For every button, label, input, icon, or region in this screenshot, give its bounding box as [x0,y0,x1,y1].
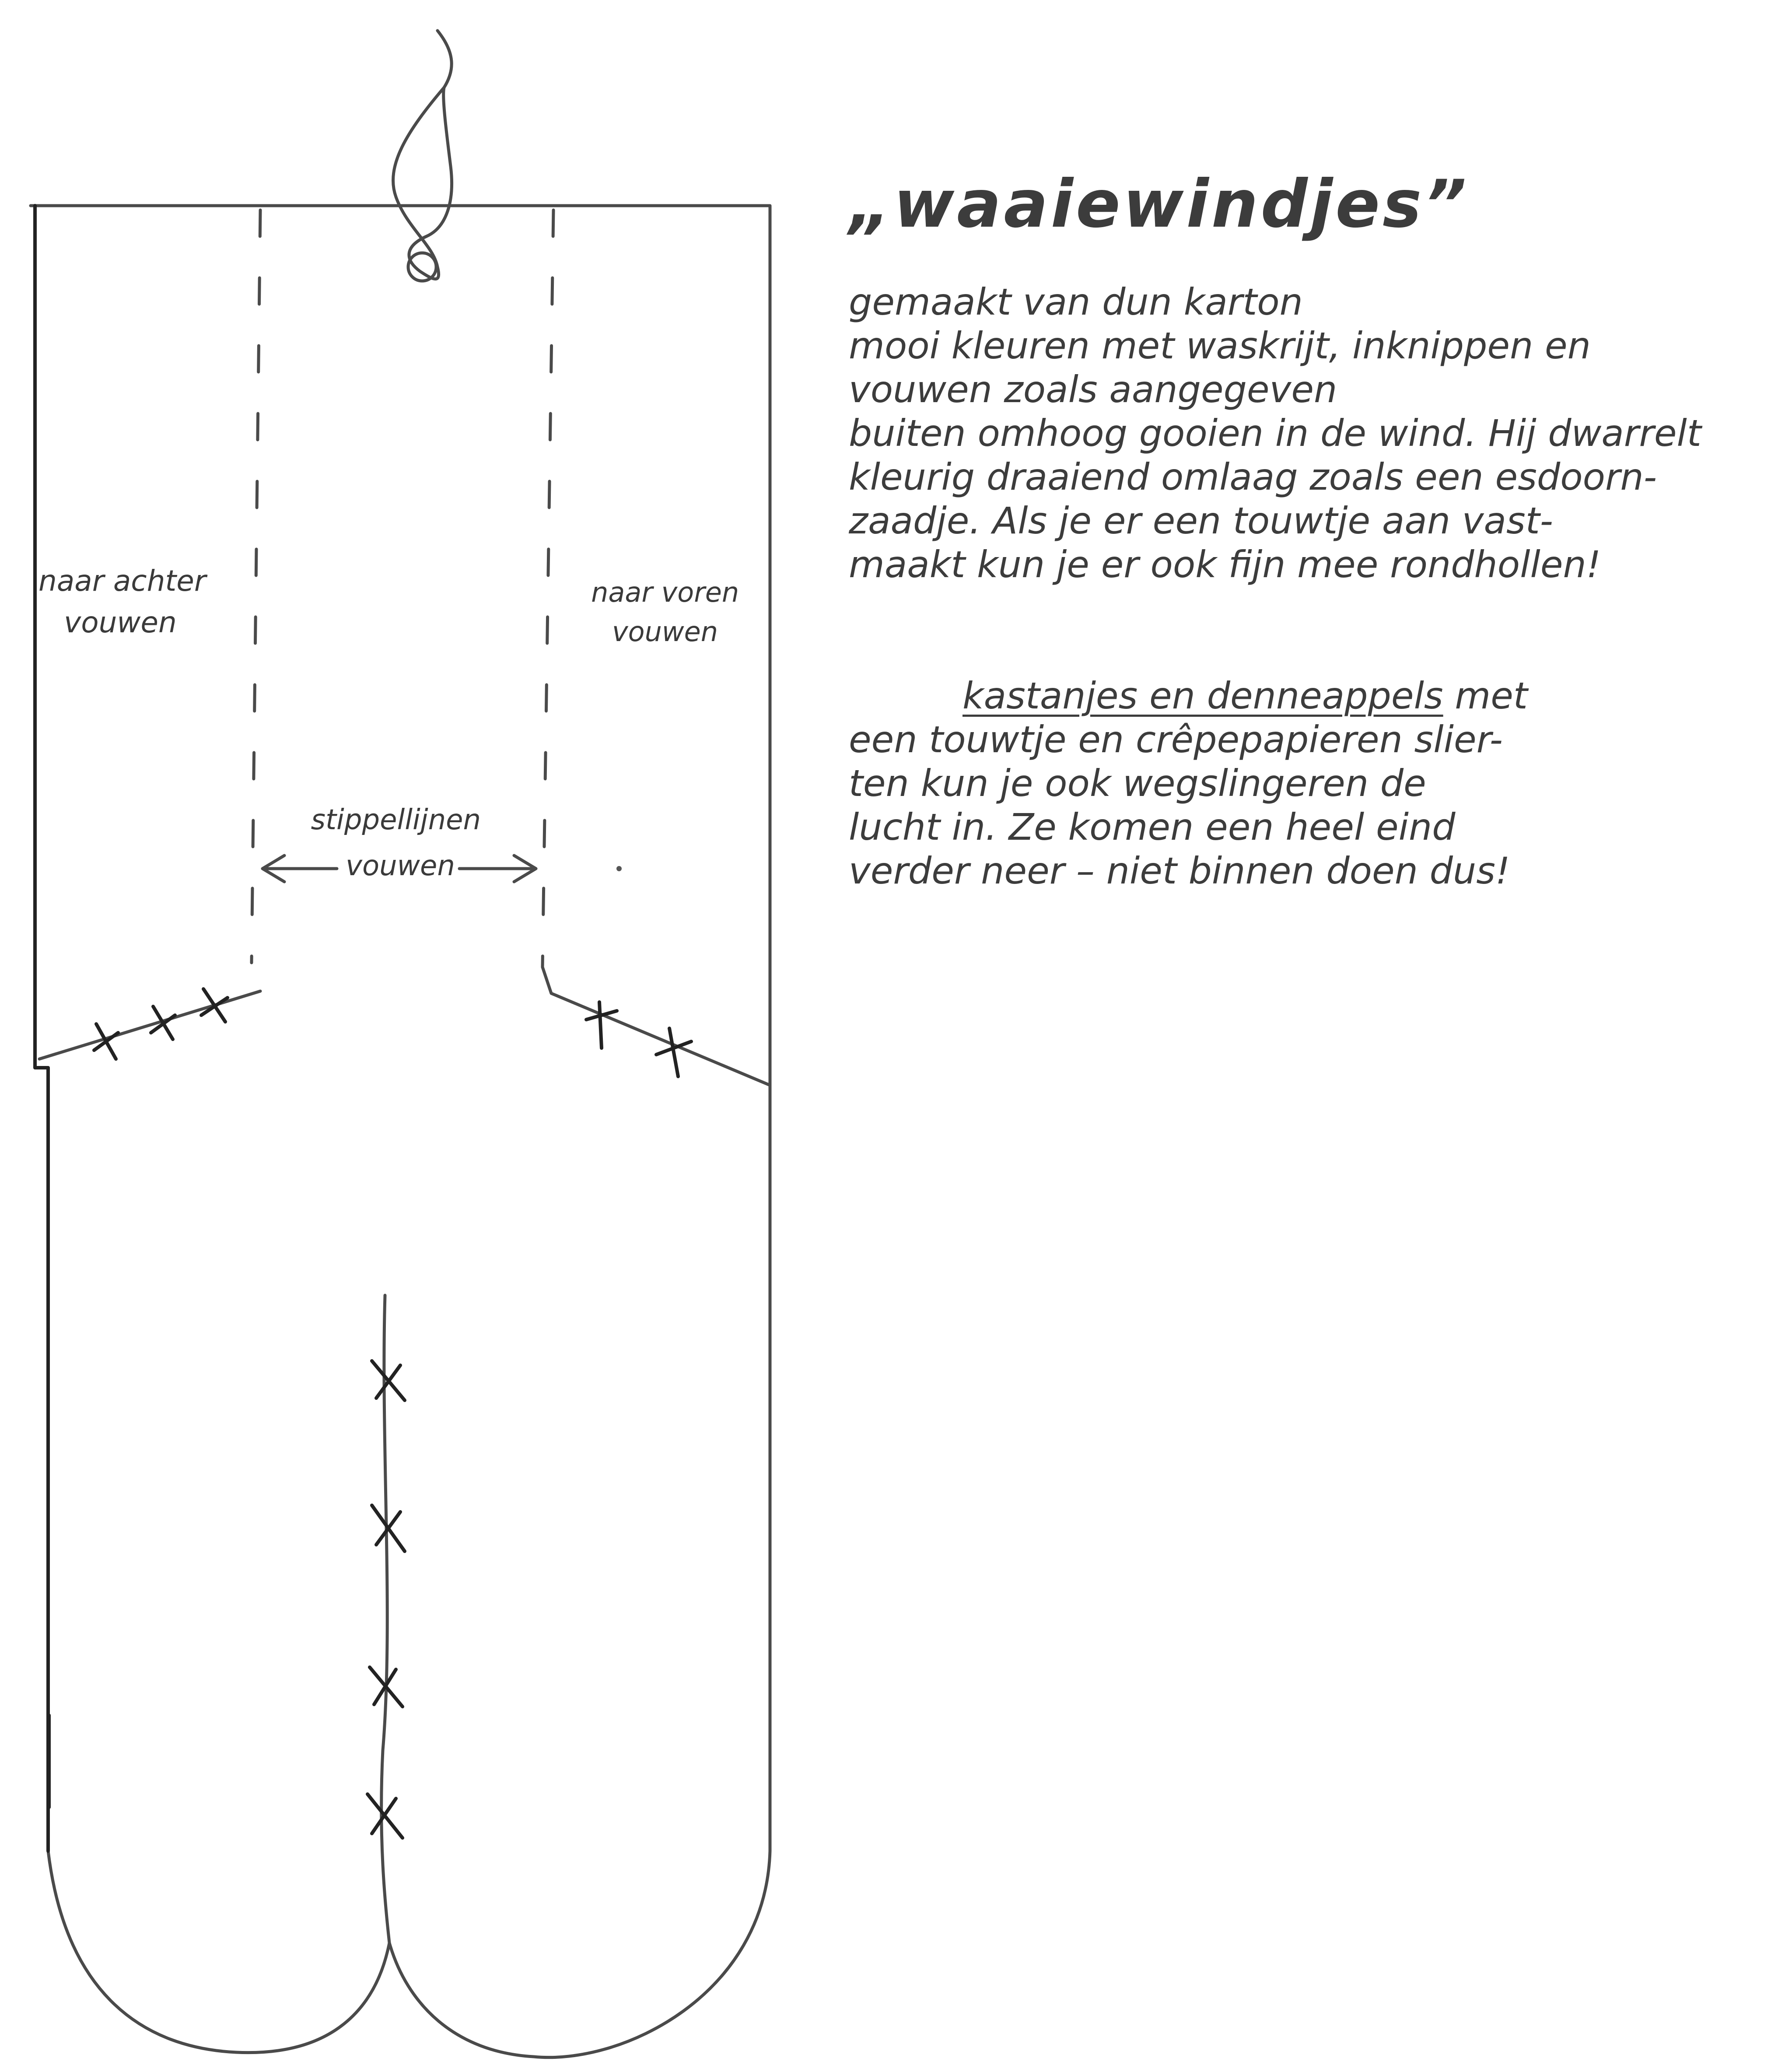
page-title: „waaiewindjes” [849,166,1469,242]
template-outline [31,206,770,2058]
paragraph2-line-2: een touwtje en crêpepapieren slier- [849,718,1503,761]
right-label-line-2: vouwen [612,616,718,648]
right-label-line-1: naar voren [591,576,739,608]
instructions-paragraph [849,280,1759,586]
left-fold-dashed-line [252,210,260,963]
chestnut-paragraph [849,674,1759,893]
left-label-line-1: naar achter [38,564,206,598]
paragraph2-line-5: verder neer – niet binnen doen dus! [849,849,1510,892]
paragraph2-line-3: ten kun je ook wegslingeren de [849,762,1426,805]
stray-dot [616,866,622,871]
left-cut-cross-3 [201,989,228,1022]
left-cut-line [39,991,260,1059]
right-fold-dashed-line [542,210,553,967]
right-cut-cross-2 [656,1028,691,1076]
string-loop [393,31,452,279]
center-cross-4 [368,1794,402,1838]
center-cross-1 [372,1361,405,1400]
center-label-line-1: stippellijnen [311,804,481,836]
paragraph1-line-6: zaadje. Als je er een touwtje aan vast- [849,499,1553,542]
paragraph2-line-4: lucht in. Ze komen een heel eind [849,806,1456,848]
center-label-line-2: vouwen [346,850,455,882]
left-label-line-2: vouwen [64,606,177,639]
string-hole [408,253,436,281]
paragraph1-line-5: kleurig draaiend omlaag zoals een esdoorn- [849,456,1657,498]
paragraph1-line-1: gemaakt van dun karton [849,280,1303,323]
svg-text:naar achter vouwen [38,564,215,639]
left-arrow-icon [262,855,337,882]
svg-text:naar voren vouwen [591,576,748,648]
right-cut-line [542,967,770,1085]
center-cross-2 [372,1505,405,1551]
paragraph2-line-1: met [1455,674,1528,717]
paragraph1-line-3: vouwen zoals aangegeven [849,368,1337,411]
paragraph1-line-4: buiten omhoog gooien in de wind. Hij dwarrelt [849,412,1701,455]
right-arrow-icon [459,855,536,882]
svg-text:stippellijnen vouwen [311,804,490,882]
paragraph1-line-2: mooi kleuren met waskrijt, inknippen en [849,324,1591,367]
paragraph1-line-7: maakt kun je er ook fijn mee rondhollen! [849,543,1601,586]
paragraph2-lead: kastanjes en denneappels [962,674,1443,717]
left-edge [35,206,48,1851]
